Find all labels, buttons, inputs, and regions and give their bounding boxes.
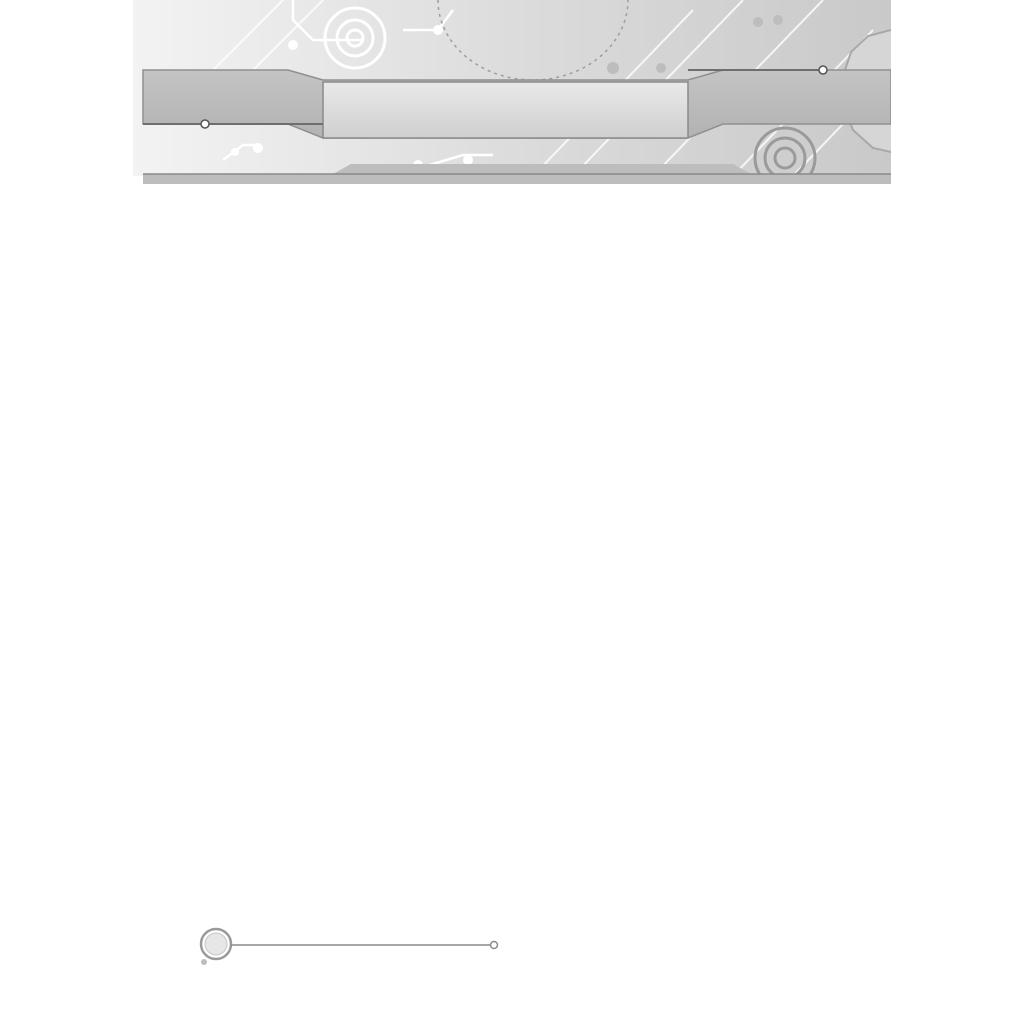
header-banner — [133, 0, 891, 184]
table-of-contents — [214, 211, 794, 257]
footer-ornament — [198, 922, 508, 970]
